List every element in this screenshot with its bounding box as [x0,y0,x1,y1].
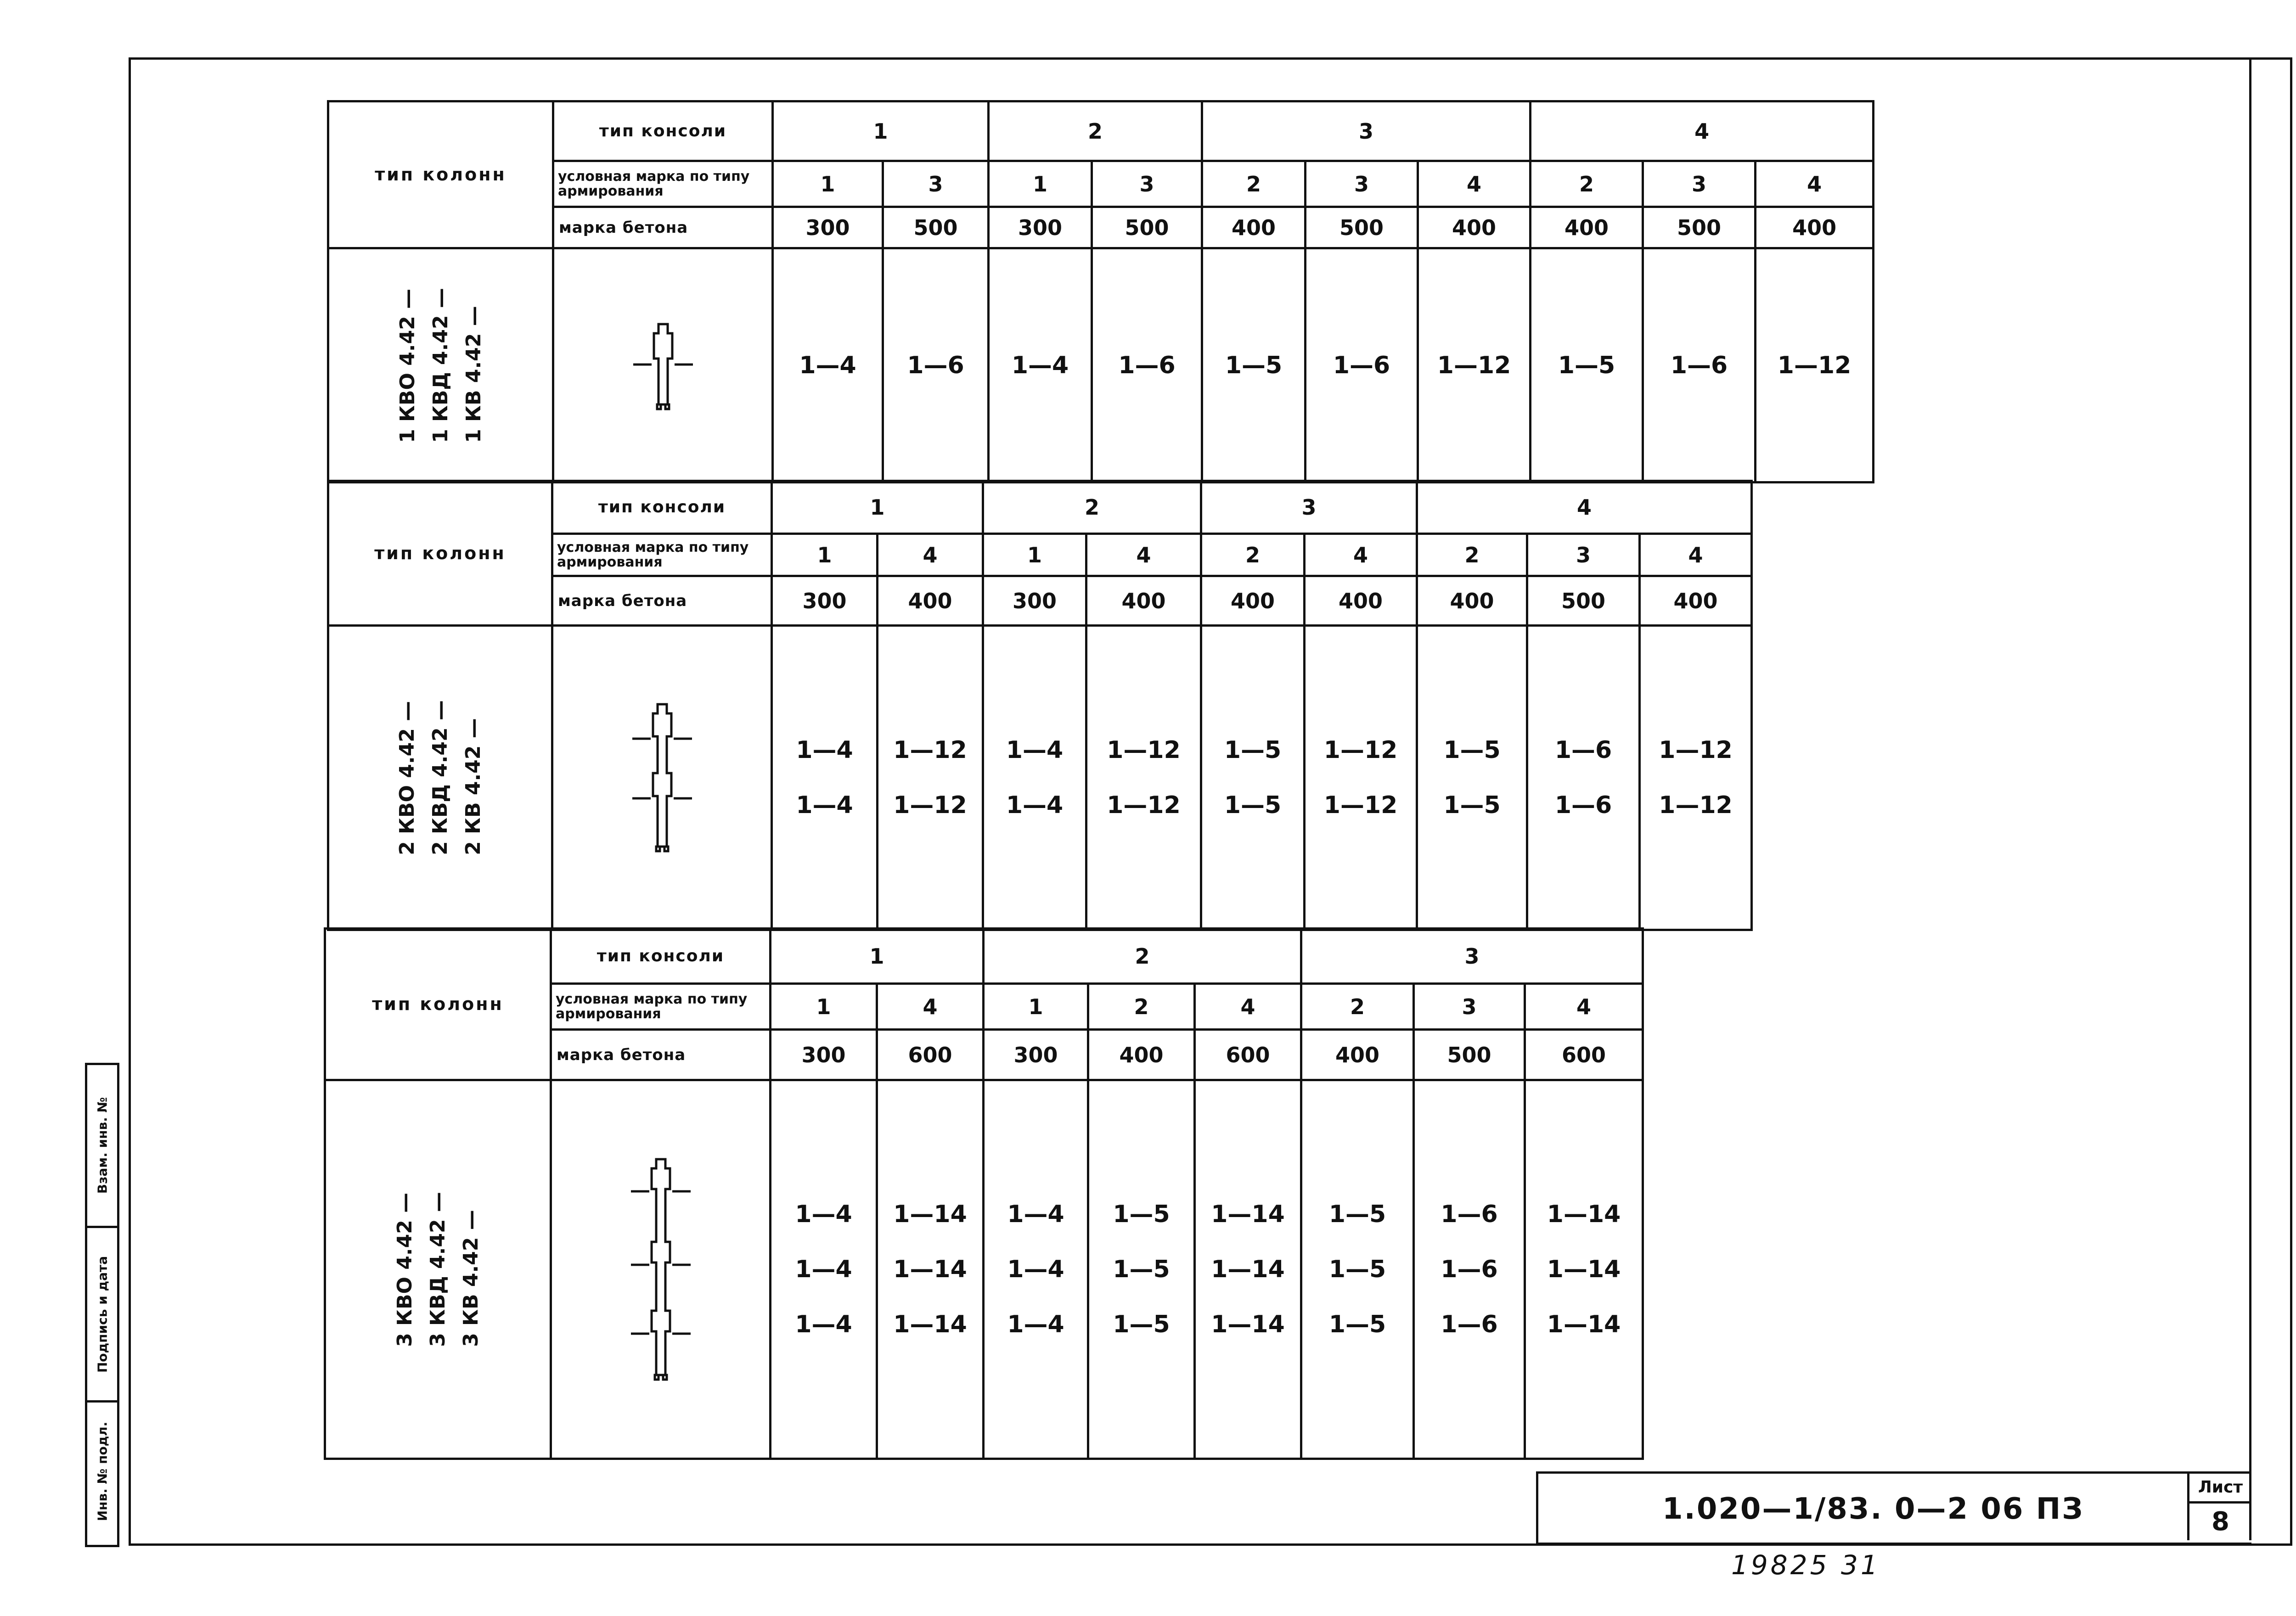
table-1 [327,100,1874,483]
column-marks [391,288,490,443]
reinforcement-cell: 4 [1756,161,1874,207]
side-label: Инв. № подл. [95,1421,110,1521]
reinforcement-cell: 4 [1418,161,1531,207]
archive-number: 19825 31 [1731,1549,1880,1581]
reinforcement-cell: 3 [1414,984,1525,1030]
console-header: 4 [1531,101,1874,161]
console-header: 2 [983,481,1201,534]
reinforcement-cell: 2 [1301,984,1414,1030]
concrete-cell: 600 [1525,1030,1643,1080]
reinforcement-cell: 2 [1201,534,1305,576]
console-header: 2 [984,929,1301,984]
column-sketch-cell [553,248,773,483]
sheet-label: Лист [2189,1474,2251,1504]
reinforcement-cell: 3 [1306,161,1418,207]
console-header: 1 [771,929,984,984]
concrete-grade-label: марка бетона [552,576,772,626]
column-marks [391,700,490,855]
reinforcement-label: условная марка по типу армирования [551,984,771,1030]
concrete-cell: 300 [983,576,1086,626]
concrete-cell: 400 [1756,207,1874,248]
column-marks-cell [328,248,553,483]
column-mark: 2 КВД 4.42 — [428,700,452,855]
concrete-cell: 500 [1643,207,1756,248]
reinforcement-cell: 4 [877,984,984,1030]
reinforcement-cell: 2 [1417,534,1527,576]
side-label: Взам. инв. № [95,1097,110,1194]
sheet-number: 8 [2212,1507,2229,1537]
side-strip-cell [87,1228,117,1403]
concrete-cell: 400 [1417,576,1527,626]
value-cell: 1—14 1—14 1—14 [1195,1080,1301,1459]
value-cell: 1—12 [1756,248,1874,483]
console-header: 1 [772,481,983,534]
concrete-grade-label: марка бетона [553,207,773,248]
concrete-cell: 400 [1088,1030,1195,1080]
table-3 [324,927,1644,1460]
concrete-grade-label: марка бетона [551,1030,771,1080]
concrete-cell: 300 [771,1030,877,1080]
console-type-label: тип консоли [553,101,773,161]
reinforcement-label: условная марка по типу армирования [552,534,772,576]
value-cell: 1—12 [1418,248,1531,483]
column-mark: 1 КВ 4.42 — [461,305,485,443]
column-mark: 1 КВД 4.42 — [428,287,452,443]
value-cell: 1—12 1—12 [878,626,983,930]
column-type-header: тип колонн [325,929,551,1080]
reinforcement-cell: 1 [984,984,1088,1030]
column-sketch-cell [552,626,772,930]
sheet-box [2187,1474,2251,1540]
concrete-cell: 400 [1201,576,1305,626]
value-cell: 1—12 1—12 [1086,626,1201,930]
column-mark: 1 КВО 4.42 — [395,288,419,443]
side-strip [85,1063,119,1547]
table-2 [327,480,1753,931]
reinforcement-cell: 4 [1640,534,1752,576]
reinforcement-cell: 2 [1531,161,1643,207]
column-mark: 3 КВД 4.42 — [426,1192,450,1347]
reinforcement-cell: 3 [883,161,989,207]
value-cell: 1—6 [883,248,989,483]
value-cell: 1—6 [1092,248,1202,483]
value-cell: 1—4 1—4 1—4 [771,1080,877,1459]
concrete-cell: 400 [1301,1030,1414,1080]
value-cell: 1—5 1—5 1—5 [1088,1080,1195,1459]
value-cell: 1—14 1—14 1—14 [877,1080,984,1459]
concrete-cell: 500 [1306,207,1418,248]
concrete-cell: 600 [1195,1030,1301,1080]
reinforcement-cell: 4 [1195,984,1301,1030]
value-cell: 1—12 1—12 [1305,626,1417,930]
column-mark: 2 КВ 4.42 — [461,718,485,855]
value-cell: 1—6 1—6 [1527,626,1640,930]
concrete-cell: 500 [1527,576,1640,626]
reinforcement-cell: 4 [878,534,983,576]
value-cell: 1—5 1—5 [1417,626,1527,930]
concrete-cell: 300 [989,207,1092,248]
value-cell: 1—4 [989,248,1092,483]
concrete-cell: 300 [773,207,883,248]
column-marks [388,1192,488,1347]
console-type-label: тип консоли [551,929,771,984]
side-label: Подпись и дата [95,1256,110,1373]
title-stamp [1536,1471,2251,1545]
column-marks-cell [328,626,552,930]
reinforcement-cell: 3 [1643,161,1756,207]
reinforcement-cell: 1 [771,984,877,1030]
console-type-label: тип консоли [552,481,772,534]
reinforcement-cell: 2 [1202,161,1306,207]
reinforcement-cell: 1 [772,534,878,576]
concrete-cell: 300 [984,1030,1088,1080]
concrete-cell: 600 [877,1030,984,1080]
reinforcement-cell: 4 [1525,984,1643,1030]
concrete-cell: 400 [1531,207,1643,248]
side-strip-cell [87,1403,117,1540]
value-cell: 1—14 1—14 1—14 [1525,1080,1643,1459]
concrete-cell: 400 [1086,576,1201,626]
column-sketch-2-console [628,695,697,860]
reinforcement-cell: 1 [989,161,1092,207]
column-mark: 3 КВО 4.42 — [393,1192,416,1347]
concrete-cell: 500 [1092,207,1202,248]
console-header: 1 [773,101,989,161]
column-sketch-cell [551,1080,771,1459]
value-cell: 1—6 1—6 1—6 [1414,1080,1525,1459]
reinforcement-cell: 4 [1086,534,1201,576]
column-marks-cell [325,1080,551,1459]
document-code: 1.020—1/83. 0—2 06 ПЗ [1662,1492,2084,1526]
column-mark: 2 КВО 4.42 — [395,701,419,855]
concrete-cell: 400 [1418,207,1531,248]
value-cell: 1—5 1—5 [1201,626,1305,930]
value-cell: 1—12 1—12 [1640,626,1752,930]
value-cell: 1—4 1—4 [983,626,1086,930]
concrete-cell: 500 [883,207,989,248]
column-type-header: тип колонн [328,101,553,248]
reinforcement-label: условная марка по типу армирования [553,161,773,207]
value-cell: 1—5 [1202,248,1306,483]
value-cell: 1—4 [773,248,883,483]
value-cell: 1—5 [1531,248,1643,483]
console-header: 3 [1301,929,1643,984]
value-cell: 1—4 1—4 [772,626,878,930]
console-header: 3 [1202,101,1531,161]
column-sketch-1-console [629,315,698,416]
concrete-cell: 400 [878,576,983,626]
reinforcement-cell: 1 [773,161,883,207]
concrete-cell: 400 [1202,207,1306,248]
value-cell: 1—4 1—4 1—4 [984,1080,1088,1459]
reinforcement-cell: 3 [1092,161,1202,207]
value-cell: 1—6 [1643,248,1756,483]
column-sketch-3-console [626,1150,695,1389]
column-type-header: тип колонн [328,481,552,626]
value-cell: 1—5 1—5 1—5 [1301,1080,1414,1459]
console-header: 2 [989,101,1202,161]
console-header: 4 [1417,481,1752,534]
value-cell: 1—6 [1306,248,1418,483]
console-header: 3 [1201,481,1417,534]
drawing-frame-right-strip [2249,60,2251,1540]
reinforcement-cell: 4 [1305,534,1417,576]
column-mark: 3 КВ 4.42 — [459,1210,483,1347]
reinforcement-cell: 1 [983,534,1086,576]
concrete-cell: 500 [1414,1030,1525,1080]
reinforcement-cell: 3 [1527,534,1640,576]
concrete-cell: 300 [772,576,878,626]
reinforcement-cell: 2 [1088,984,1195,1030]
concrete-cell: 400 [1305,576,1417,626]
concrete-cell: 400 [1640,576,1752,626]
side-strip-cell [87,1065,117,1228]
